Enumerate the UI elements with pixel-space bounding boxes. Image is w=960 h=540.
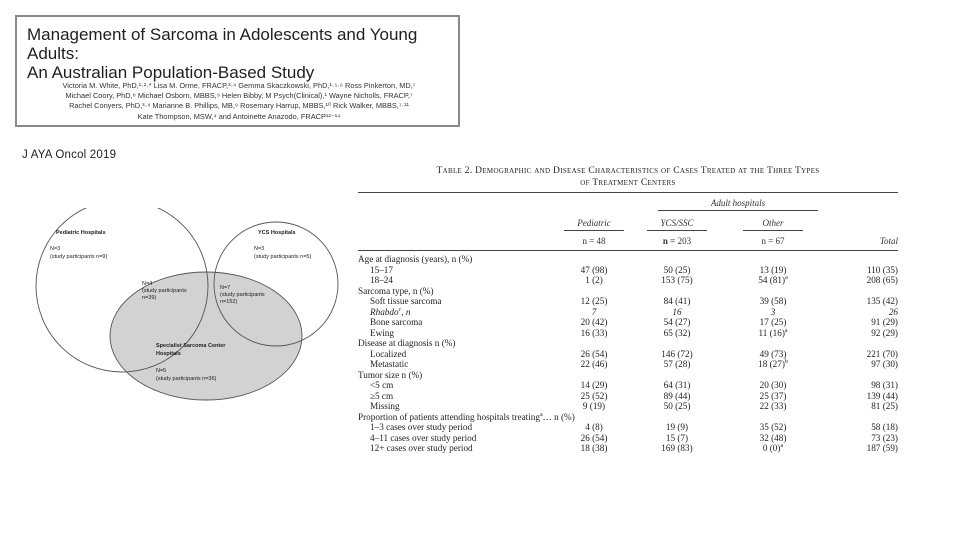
row-label: [370, 422, 472, 432]
row-label-text: ≥5 cm: [370, 390, 394, 401]
cell-pediatric: [564, 380, 624, 390]
table-row: [358, 433, 898, 443]
col-header-pediatric: Pediatric: [577, 218, 611, 228]
cell-other-value: 54 (81): [758, 275, 786, 285]
footnote-marker: b: [784, 358, 788, 365]
n-prefix: n =: [761, 236, 776, 246]
row-label-text: Missing: [370, 401, 400, 411]
cell-pediatric: [564, 443, 624, 453]
cell-ycs-ssc: [647, 317, 707, 327]
table-row: [358, 380, 898, 390]
row-label-text: 18–24: [370, 275, 393, 285]
cell-total-value: 98 (31): [871, 380, 898, 390]
cell-pediatric-value: 16 (33): [580, 327, 608, 338]
ssc-hospitals-label-line1: Specialist Sarcoma Center: [156, 343, 226, 349]
cell-total-value: 221 (70): [866, 348, 898, 359]
cell-other: [743, 443, 803, 453]
table-section-row: [358, 370, 898, 380]
n-ycs: [647, 236, 707, 246]
n-pediatric: [564, 236, 624, 246]
cell-other: [743, 359, 803, 369]
adult-hospitals-header: Adult hospitals: [710, 198, 766, 208]
footnote-marker: a: [784, 327, 788, 334]
table-caption-line-2: of Treatment Centers: [580, 177, 676, 188]
cell-other: [743, 422, 803, 432]
cell-ycs-ssc-value: 65 (32): [663, 327, 691, 338]
overlap-ycs-ssc-line2: n=152): [220, 299, 238, 305]
cell-ycs-ssc-value: 50 (25): [663, 401, 691, 411]
cell-pediatric-value: 14 (29): [580, 380, 608, 390]
table-row: [358, 422, 898, 432]
cell-pediatric-value: 25 (52): [580, 390, 608, 401]
cell-total: [828, 380, 898, 390]
cell-pediatric-value: 47 (98): [580, 264, 608, 275]
cell-total: [828, 328, 898, 338]
cell-pediatric: [564, 265, 624, 275]
table-header-rule: [358, 250, 898, 251]
row-label-text: Rhabdo: [370, 306, 399, 317]
table-row: [358, 265, 898, 275]
cell-total: [828, 275, 898, 285]
cell-ycs-ssc: [647, 307, 707, 317]
paper-header: [15, 15, 460, 127]
overlap-ycs-ssc-line1: (study participants: [220, 292, 265, 298]
cell-total: [828, 433, 898, 443]
cell-pediatric-value: 18 (38): [580, 443, 608, 453]
row-label-text: 12+ cases over study period: [370, 443, 473, 453]
row-label: [358, 254, 472, 264]
cell-other: [743, 328, 803, 338]
row-label-text: 1–3 cases over study period: [370, 422, 473, 432]
overlap-ped-ssc-line2: n=39): [142, 295, 157, 301]
cell-total: [828, 317, 898, 327]
venn-diagram: [30, 208, 360, 408]
cell-total: [828, 401, 898, 411]
cell-pediatric-value: 26 (54): [580, 432, 608, 443]
cell-ycs-ssc-value: 146 (72): [661, 348, 693, 359]
col-header-other: Other: [762, 218, 784, 228]
n-value: 67: [775, 236, 785, 246]
cell-ycs-ssc: [647, 359, 707, 369]
cell-total: [828, 443, 898, 453]
table-row: [358, 307, 898, 317]
row-label-text: Ewing: [370, 327, 394, 338]
cell-total-value: 187 (59): [866, 443, 898, 453]
row-label: [358, 412, 575, 422]
row-label-text: Sarcoma type, n (%): [358, 285, 434, 296]
cell-other-value: 17 (25): [759, 317, 787, 327]
row-label-text: Age at diagnosis (years), n (%): [358, 254, 473, 264]
table-row: [358, 317, 898, 327]
cell-ycs-ssc: [647, 265, 707, 275]
demographics-table: [358, 158, 898, 498]
row-label: [370, 391, 393, 401]
row-label-text: Localized: [370, 348, 407, 359]
author-line: Rachel Conyers, PhD,³·⁴ Marianne B. Phillips, MB,⁹ Rosemary Harrup, MBBS,¹⁰ Rick Walker, MBBS,⁷·¹¹: [69, 101, 409, 111]
row-label: [370, 380, 393, 390]
row-label: [370, 296, 441, 306]
cell-other: [743, 275, 803, 285]
cell-other-value: 20 (30): [759, 380, 787, 390]
n-value: 203: [677, 236, 692, 246]
cell-ycs-ssc: [647, 401, 707, 411]
table-caption-line-1: Table 2. Demographic and Disease Characteristics of Cases Treated at the Three Types: [436, 166, 820, 176]
cell-pediatric: [564, 359, 624, 369]
ycs-hospitals-label: YCS Hospitals: [258, 230, 296, 236]
cell-total: [828, 296, 898, 306]
col-rule-other: [743, 230, 803, 231]
pediatric-hospitals-label: Pediatric Hospitals: [56, 230, 106, 236]
table-row: [358, 391, 898, 401]
cell-other-value: 49 (73): [759, 348, 787, 359]
row-label: [370, 317, 422, 327]
cell-ycs-ssc: [647, 328, 707, 338]
author-line: Kate Thompson, MSW,⁴ and Antoinette Anazodo, FRACP¹²⁻¹⁴: [137, 111, 341, 121]
row-label: [358, 370, 422, 380]
cell-total: [828, 307, 898, 317]
cell-other-value: 35 (52): [759, 422, 787, 432]
footnote-marker: c: [398, 306, 402, 313]
cell-other-value: 22 (33): [759, 401, 787, 411]
cell-pediatric-value: 20 (42): [580, 317, 608, 327]
table-section-row: [358, 338, 898, 348]
cell-pediatric: [564, 422, 624, 432]
ssc-n: N=5: [156, 368, 167, 374]
table-section-row: [358, 254, 898, 264]
cell-pediatric-value: 26 (54): [580, 348, 608, 359]
cell-ycs-ssc-value: 15 (7): [665, 432, 689, 443]
overlap-ped-ssc-line1: (study participants: [142, 288, 187, 294]
cell-other-value: 18 (27): [758, 359, 785, 369]
cell-other: [743, 433, 803, 443]
cell-ycs-ssc: [647, 391, 707, 401]
cell-total: [828, 349, 898, 359]
cell-other: [743, 380, 803, 390]
cell-total: [828, 359, 898, 369]
paper-title-line-1: Management of Sarcoma in Adolescents and Young Adults:: [27, 25, 418, 63]
row-label: [370, 328, 394, 338]
cell-total-value: 92 (29): [871, 327, 898, 338]
row-label-text: <5 cm: [370, 380, 394, 390]
cell-other: [743, 401, 803, 411]
cell-pediatric: [564, 401, 624, 411]
cell-ycs-ssc-value: 16: [672, 306, 682, 317]
row-label-text: Disease at diagnosis n (%): [358, 338, 456, 348]
cell-pediatric: [564, 307, 624, 317]
row-label: [370, 349, 406, 359]
cell-other-value: 25 (37): [759, 390, 787, 401]
cell-total-value: 73 (23): [871, 432, 898, 443]
row-label: [370, 275, 393, 285]
ssc-hospitals-label-line2: Hospitals: [156, 351, 181, 357]
cell-pediatric-value: 22 (46): [580, 359, 608, 369]
cell-other: [743, 391, 803, 401]
ssc-participants: (study participants n=36): [156, 376, 217, 382]
cell-ycs-ssc: [647, 275, 707, 285]
row-label: [370, 401, 400, 411]
cell-total-value: 91 (29): [871, 317, 898, 327]
ycs-participants: (study participants n=5): [254, 254, 312, 260]
overlap-ycs-ssc-n: N=7: [220, 285, 231, 291]
cell-ycs-ssc: [647, 443, 707, 453]
cell-ycs-ssc-value: 89 (44): [663, 390, 691, 401]
row-label-text: 4–11 cases over study period: [370, 432, 477, 443]
row-label-text: Tumor size n (%): [358, 369, 423, 380]
author-line: Victoria M. White, PhD,¹·²·* Lisa M. Orme, FRACP,³·⁴ Gemma Skaczkowski, PhD,¹·⁵·⁶ Ross Pinkerton, MD,⁷: [62, 81, 416, 90]
col-header-total: Total: [879, 236, 898, 246]
ycs-n: N=3: [254, 246, 265, 252]
table-row: [358, 328, 898, 338]
pediatric-participants: (study participants n=9): [50, 254, 108, 260]
paper-title-line-2: An Australian Population-Based Study: [27, 63, 315, 82]
cell-total-value: 110 (35): [866, 264, 898, 275]
cell-pediatric: [564, 391, 624, 401]
author-line: Michael Coory, PhD,⁸ Michael Osborn, MBBS,⁹ Helen Bibby, M Psych(Clinical),¹ Wayne Nicholls, FRACP,⁷: [65, 91, 413, 101]
table-section-row: [358, 412, 898, 422]
cell-pediatric: [564, 349, 624, 359]
cell-total-value: 58 (18): [871, 422, 898, 432]
cell-ycs-ssc-value: 84 (41): [663, 296, 691, 306]
footnote-marker: a: [780, 442, 784, 449]
col-rule-ycs: [647, 230, 707, 231]
paper-authors: [23, 81, 455, 122]
cell-other-value: 0 (0): [762, 443, 781, 453]
cell-other: [743, 296, 803, 306]
cell-pediatric-value: 12 (25): [580, 296, 608, 306]
cell-total: [828, 265, 898, 275]
row-label: [358, 338, 455, 348]
cell-ycs-ssc-value: 19 (9): [665, 422, 689, 432]
row-label: [370, 443, 473, 453]
cell-pediatric-value: 4 (8): [585, 422, 603, 432]
footnote-marker: a: [539, 411, 543, 418]
row-label-suffix: … n (%): [542, 411, 575, 422]
cell-total-value: 208 (65): [866, 275, 898, 285]
cell-other: [743, 317, 803, 327]
cell-total-value: 139 (44): [866, 390, 898, 401]
journal-citation: J AYA Oncol 2019: [22, 149, 117, 161]
col-header-ycs-ssc: YCS/SSC: [660, 218, 694, 228]
table-section-row: [358, 286, 898, 296]
row-label-text: Soft tissue sarcoma: [370, 296, 442, 306]
cell-ycs-ssc: [647, 380, 707, 390]
cell-ycs-ssc: [647, 296, 707, 306]
cell-pediatric: [564, 275, 624, 285]
row-label: [370, 265, 393, 275]
cell-total-value: 26: [888, 306, 898, 317]
cell-ycs-ssc-value: 50 (25): [663, 264, 691, 275]
cell-other-value: 11 (16): [758, 327, 785, 338]
cell-pediatric: [564, 317, 624, 327]
adult-hospitals-rule: [658, 210, 818, 211]
cell-ycs-ssc: [647, 349, 707, 359]
table-top-rule: [358, 192, 898, 193]
col-rule-pediatric: [564, 230, 624, 231]
cell-ycs-ssc-value: 57 (28): [663, 359, 691, 369]
cell-other-value: 39 (58): [759, 296, 787, 306]
cell-other: [743, 307, 803, 317]
overlap-ped-ssc-n: N=4: [142, 281, 153, 287]
row-label: [370, 359, 408, 369]
row-label: [370, 307, 410, 317]
cell-other-value: 13 (19): [759, 264, 787, 275]
cell-ycs-ssc-value: 153 (75): [661, 275, 693, 285]
cell-pediatric: [564, 328, 624, 338]
cell-other: [743, 265, 803, 275]
row-label-text: Metastatic: [370, 359, 409, 369]
cell-total-value: 97 (30): [871, 359, 898, 369]
pediatric-n: N=3: [50, 246, 61, 252]
cell-pediatric-value: 9 (19): [582, 401, 606, 411]
cell-ycs-ssc-value: 64 (31): [663, 380, 691, 390]
row-label: [358, 286, 434, 296]
cell-pediatric: [564, 296, 624, 306]
cell-pediatric-value: 1 (2): [585, 275, 603, 285]
cell-ycs-ssc-value: 169 (83): [661, 443, 693, 453]
footnote-marker: a: [785, 274, 788, 281]
cell-pediatric-value: 7: [591, 306, 597, 317]
n-value: 48: [596, 236, 606, 246]
cell-other-value: 3: [770, 306, 776, 317]
cell-other: [743, 349, 803, 359]
table-caption: [358, 166, 898, 189]
cell-total: [828, 422, 898, 432]
n-other: [743, 236, 803, 246]
row-label-text: Bone sarcoma: [370, 317, 423, 327]
cell-ycs-ssc: [647, 433, 707, 443]
cell-ycs-ssc-value: 54 (27): [663, 317, 691, 327]
table-row: [358, 349, 898, 359]
table-row: [358, 275, 898, 285]
cell-ycs-ssc: [647, 422, 707, 432]
cell-pediatric: [564, 433, 624, 443]
row-label-text: Proportion of patients attending hospitals treating: [358, 411, 540, 422]
cell-total-value: 135 (42): [866, 296, 898, 306]
cell-total: [828, 391, 898, 401]
table-row: [358, 296, 898, 306]
row-label: [370, 433, 476, 443]
row-label-suffix: , n: [401, 306, 411, 317]
row-label-text: 15–17: [370, 264, 393, 275]
n-prefix: n =: [662, 236, 678, 246]
table-row: [358, 443, 898, 453]
table-row: [358, 401, 898, 411]
cell-total-value: 81 (25): [871, 401, 898, 411]
n-prefix: n =: [582, 236, 597, 246]
cell-other-value: 32 (48): [759, 432, 787, 443]
table-row: [358, 359, 898, 369]
paper-title: [27, 25, 457, 82]
